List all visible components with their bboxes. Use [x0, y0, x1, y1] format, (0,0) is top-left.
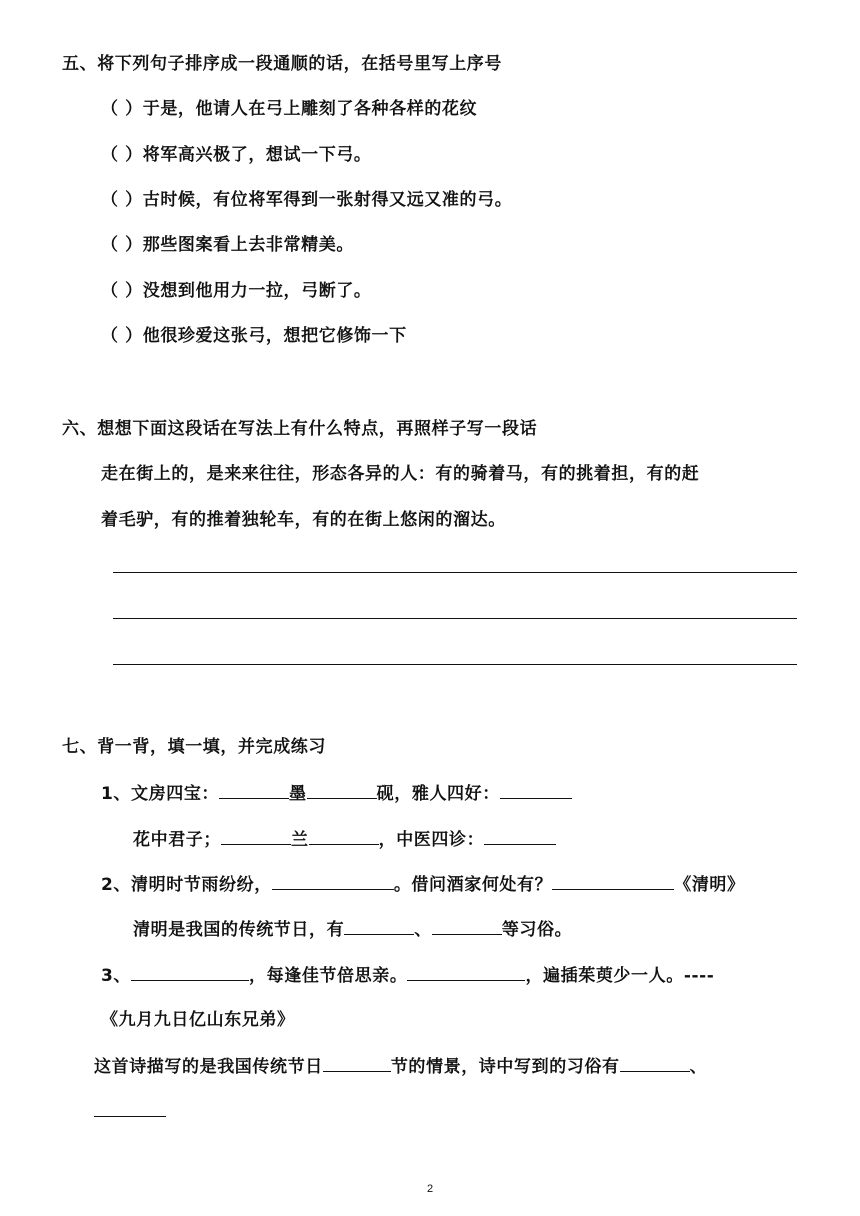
sentence-text: 于是，他请人在弓上雕刻了各种各样的花纹 — [142, 99, 478, 119]
blank-8[interactable] — [552, 871, 674, 890]
q3-mid1: ，每逢佳节倍思亲。 — [249, 966, 408, 986]
blank-9[interactable] — [344, 916, 414, 935]
q1-l2-prefix: 花中君子； — [133, 830, 221, 850]
q1-yan: 砚，雅人四好： — [376, 784, 500, 804]
blank-10[interactable] — [432, 916, 502, 935]
ordering-item-6 — [101, 324, 407, 348]
q3-sep: 、 — [689, 1057, 708, 1077]
blank-12[interactable] — [407, 962, 525, 981]
section-5-title: 五、将下列句子排序成一段通顺的话，在括号里写上序号 — [62, 54, 502, 74]
sentence-text: 将军高兴极了，想试一下弓。 — [142, 145, 372, 165]
ordering-item-2 — [101, 143, 372, 167]
q3-l3-prefix: 这首诗描写的是我国传统节日 — [94, 1057, 323, 1077]
q1-line-1 — [101, 780, 572, 806]
blank-5[interactable] — [309, 826, 379, 845]
writing-line-3[interactable] — [113, 664, 797, 665]
blank-1[interactable] — [219, 780, 289, 799]
section-6-title: 六、想想下面这段话在写法上有什么特点，再照样子写一段话 — [62, 419, 538, 439]
example-paragraph-line-1: 走在街上的，是来来往往，形态各异的人：有的骑着马，有的挑着担，有的赶 — [101, 464, 700, 484]
section-7-title: 七、背一背，填一填，并完成练习 — [62, 737, 326, 757]
q3-source: 《九月九日亿山东兄弟》 — [101, 1010, 295, 1030]
q2-mid: 。借问酒家何处有？ — [393, 875, 553, 895]
blank-15[interactable] — [94, 1098, 166, 1117]
ordering-item-3 — [101, 188, 512, 212]
blank-13[interactable] — [323, 1053, 391, 1072]
q2-line-1 — [101, 871, 745, 897]
q3-mid2: ，遍插茱萸少一人。---- — [525, 966, 715, 986]
blank-7[interactable] — [272, 871, 394, 890]
q1-line-2 — [133, 826, 556, 852]
blank-11[interactable] — [131, 962, 249, 981]
answer-parentheses[interactable]: （ ） — [101, 99, 143, 119]
q3-line-4 — [94, 1098, 166, 1124]
blank-14[interactable] — [620, 1053, 690, 1072]
writing-line-1[interactable] — [113, 572, 797, 573]
blank-2[interactable] — [307, 780, 377, 799]
q2-l2-prefix: 清明是我国的传统节日，有 — [133, 920, 345, 940]
q3-prefix: 3、 — [101, 966, 132, 986]
answer-parentheses[interactable]: （ ） — [101, 281, 143, 301]
blank-4[interactable] — [221, 826, 291, 845]
q3-l3-mid: 节的情景，诗中写到的习俗有 — [390, 1057, 620, 1077]
q3-line-1 — [101, 962, 714, 988]
ordering-item-4 — [101, 233, 354, 257]
q1-lan: 兰 — [291, 830, 309, 850]
q1-mo: 墨 — [289, 784, 307, 804]
q2-line-2 — [133, 916, 572, 942]
answer-parentheses[interactable]: （ ） — [101, 235, 143, 255]
writing-line-2[interactable] — [113, 618, 797, 619]
blank-3[interactable] — [500, 780, 572, 799]
answer-parentheses[interactable]: （ ） — [101, 326, 143, 346]
ordering-item-5 — [101, 279, 372, 303]
sentence-text: 那些图案看上去非常精美。 — [142, 235, 354, 255]
q2-sep: 、 — [414, 920, 432, 940]
answer-parentheses[interactable]: （ ） — [101, 145, 143, 165]
q2-prefix: 2、清明时节雨纷纷， — [101, 875, 272, 895]
q2-suffix: 等习俗。 — [501, 920, 573, 940]
example-paragraph-line-2: 着毛驴，有的推着独轮车，有的在街上悠闲的溜达。 — [101, 510, 506, 530]
sentence-text: 他很珍爱这张弓，想把它修饰一下 — [142, 326, 407, 346]
sentence-text: 没想到他用力一拉，弓断了。 — [142, 281, 372, 301]
page-number: 2 — [426, 1183, 434, 1195]
q1-prefix: 1、文房四宝： — [101, 784, 220, 804]
blank-6[interactable] — [484, 826, 556, 845]
q2-source: 《清明》 — [674, 875, 745, 895]
q3-line-3 — [94, 1053, 707, 1079]
sentence-text: 古时候，有位将军得到一张射得又远又准的弓。 — [142, 190, 513, 210]
ordering-item-1 — [101, 97, 477, 121]
q1-zhongyi: ，中医四诊： — [378, 830, 485, 850]
answer-parentheses[interactable]: （ ） — [101, 190, 143, 210]
